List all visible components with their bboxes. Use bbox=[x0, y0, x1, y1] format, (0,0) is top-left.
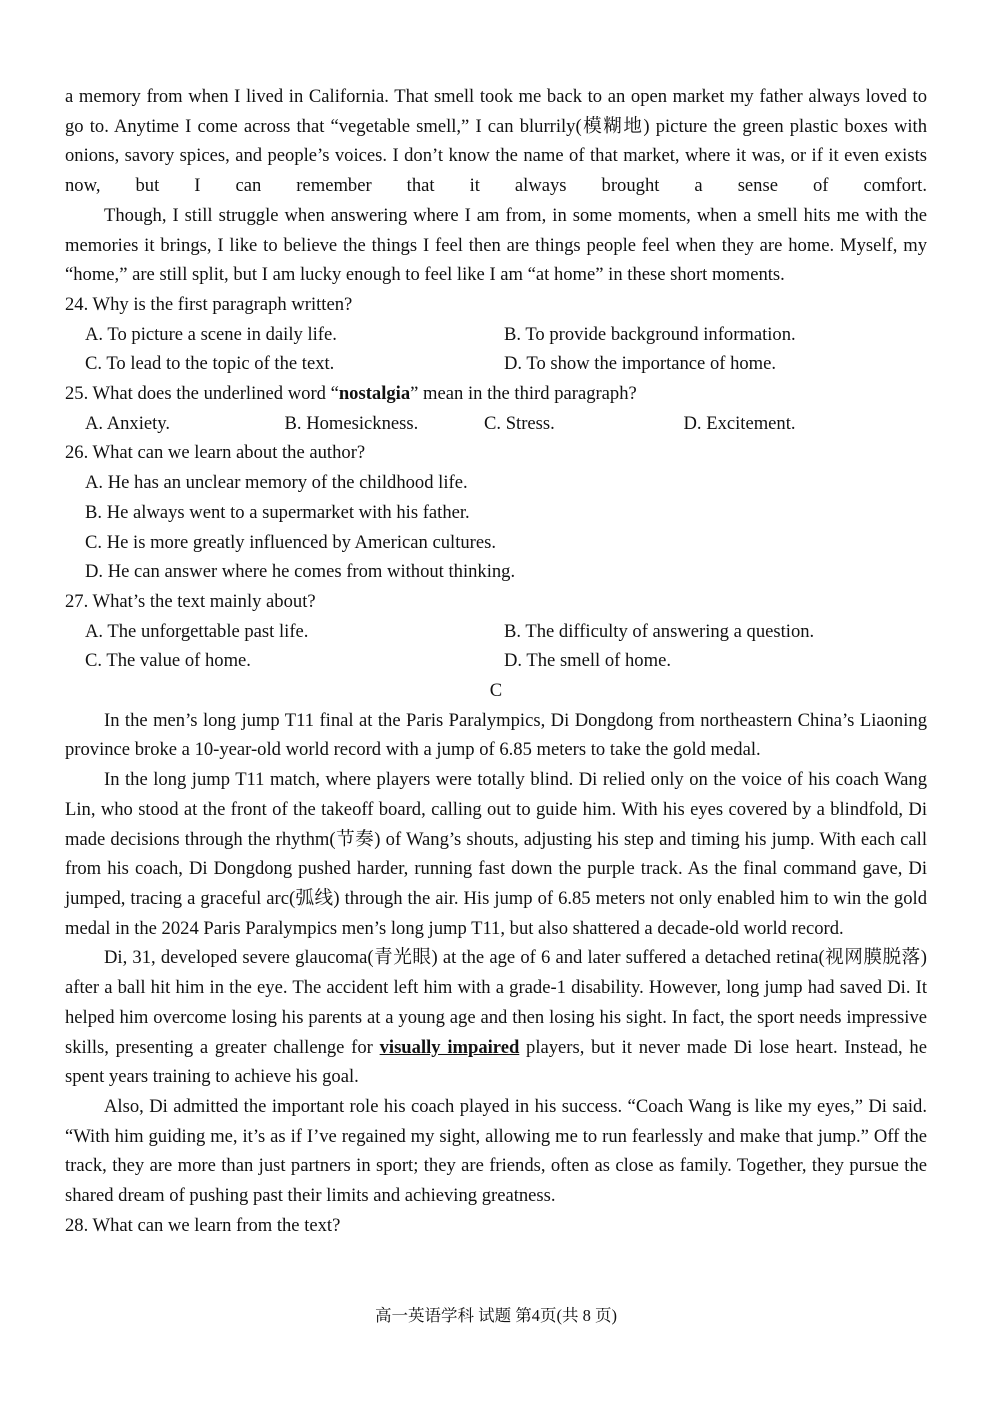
option-d: D. The smell of home. bbox=[504, 650, 671, 672]
stem-text: ” mean in the third paragraph? bbox=[410, 383, 637, 405]
option-c: C. To lead to the topic of the text. bbox=[85, 353, 335, 375]
underlined-keyword: nostalgia bbox=[338, 383, 411, 405]
passage-paragraph: a memory from when I lived in California. That smell took me back to an open market my father always loved to go to. Anytime I come across that “vegetable smell,” I can blurrily(模糊地) picture the green plastic boxes with onions, savory spices, and people’s voices. I don’t know the name of that market, where it was, or if it even exists now, but I can remember that it always brought a sense of comfort. bbox=[65, 86, 927, 197]
underlined-keyword: visually impaired bbox=[379, 1036, 520, 1058]
option-b: B. He always went to a supermarket with his father. bbox=[85, 501, 470, 523]
option-b: B. To provide background information. bbox=[504, 323, 796, 345]
passage-paragraph: Also, Di admitted the important role his coach played in his success. “Coach Wang is like my eyes,” Di said. “With him guiding me, it’s as if I’ve regained my sight, allowing me to run fearlessly and make that jump.” Off the track, they are more than just partners in sport; they are friends, often as close as family. Together, they pursue the shared dream of pushing past their limits and achieving greatness. bbox=[65, 1095, 927, 1207]
exam-page bbox=[65, 82, 927, 1240]
question-25-stem bbox=[65, 379, 927, 409]
question-26-stem: 26. What can we learn about the author? bbox=[65, 442, 366, 464]
passage-paragraph: Though, I still struggle when answering where I am from, in some moments, when a smell hits me with the memories it brings, I like to believe the things I feel then are things people feel when they are home. Myself, my “home,” are still split, but I am lucky enough to feel like I am “at home” in these short moments. bbox=[65, 204, 927, 286]
stem-text: 25. What does the underlined word “ bbox=[65, 383, 339, 405]
question-27-stem: 27. What’s the text mainly about? bbox=[65, 590, 316, 612]
option-a: A. The unforgettable past life. bbox=[85, 620, 309, 642]
paragraph-text: Di, 31, developed severe glaucoma(青光眼) at the age of 6 and later suffered a detached retina(视网膜脱落) after a ball hit him in the eye. The accident left him with a grade-1 disability. However, long jump had saved Di. It helped him overcome losing his parents at a young age and then losing his sight. In fact, the sport needs impressive skills, presenting a greater challenge for bbox=[65, 947, 927, 1058]
question-27-options bbox=[65, 646, 927, 676]
option-b: B. Homesickness. bbox=[284, 412, 419, 434]
option-b: B. The difficulty of answering a question. bbox=[504, 620, 815, 642]
option-d: D. To show the importance of home. bbox=[504, 353, 777, 375]
page-footer: 高一英语学科 试题 第4页(共 8 页) bbox=[375, 1306, 617, 1325]
option-d: D. Excitement. bbox=[683, 412, 796, 434]
option-c: C. The value of home. bbox=[85, 650, 251, 672]
paragraph-text: players, but it never made Di lose heart. Instead, he spent years training to achieve his goal. bbox=[65, 1036, 927, 1088]
option-c: C. Stress. bbox=[484, 412, 555, 434]
option-d: D. He can answer where he comes from without thinking. bbox=[85, 561, 516, 583]
option-a: A. Anxiety. bbox=[85, 412, 171, 434]
section-heading: C bbox=[489, 680, 503, 702]
passage-paragraph: In the long jump T11 match, where players were totally blind. Di relied only on the voice of his coach Wang Lin, who stood at the front of the takeoff board, calling out to guide him. With his eyes covered by a blindfold, Di made decisions through the rhythm(节奏) of Wang’s shouts, adjusting his step and timing his jump. With each call from his coach, Di Dongdong pushed harder, running fast down the purple track. As the final command gave, Di jumped, tracing a graceful arc(弧线) through the air. His jump of 6.85 meters not only enabled him to win the gold medal in the 2024 Paris Paralympics men’s long jump T11, but also shattered a decade-old world record. bbox=[65, 769, 927, 939]
option-a: A. To picture a scene in daily life. bbox=[85, 323, 337, 345]
passage-paragraph: In the men’s long jump T11 final at the Paris Paralympics, Di Dongdong from northeastern China’s Liaoning province broke a 10-year-old world record with a jump of 6.85 meters to take the gold medal. bbox=[65, 709, 927, 761]
question-24-options bbox=[65, 349, 927, 379]
question-28-stem: 28. What can we learn from the text? bbox=[65, 1214, 341, 1236]
passage-paragraph bbox=[65, 943, 927, 1092]
question-27-options bbox=[65, 617, 927, 647]
question-24-options bbox=[65, 320, 927, 350]
question-25-options bbox=[65, 409, 927, 439]
option-c: C. He is more greatly influenced by American cultures. bbox=[85, 531, 496, 553]
option-a: A. He has an unclear memory of the childhood life. bbox=[85, 472, 468, 494]
question-24-stem: 24. Why is the first paragraph written? bbox=[65, 293, 353, 315]
